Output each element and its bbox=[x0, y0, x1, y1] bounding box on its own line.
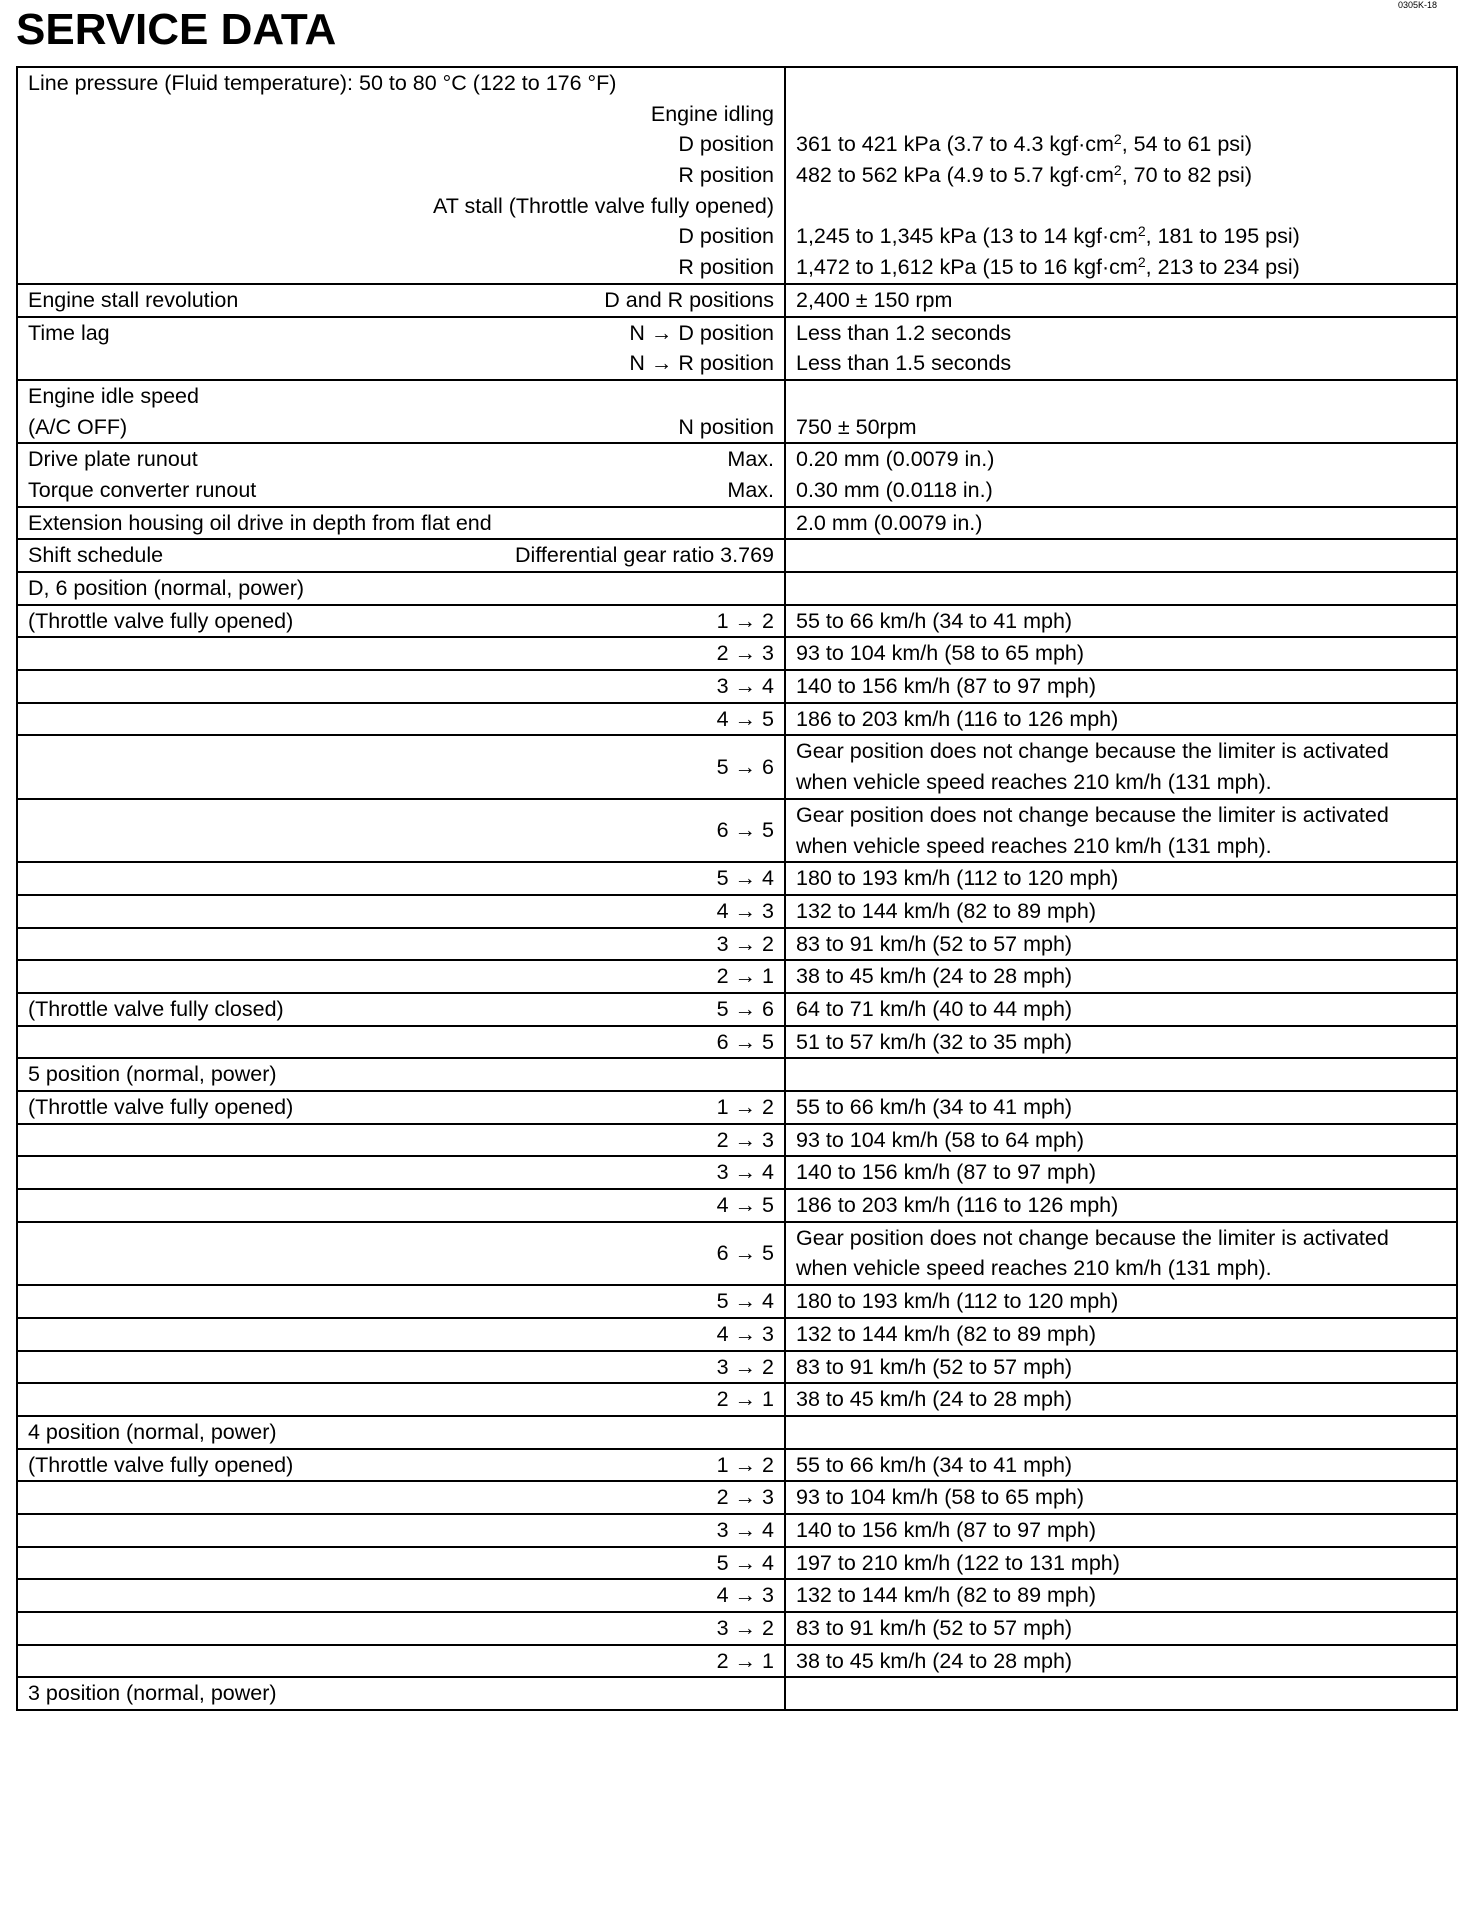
row-label: (Throttle valve fully opened) bbox=[28, 1452, 294, 1477]
shift-label: 4 → 3 bbox=[716, 1583, 774, 1608]
torque-converter-runout-label: Torque converter runout bbox=[28, 477, 257, 502]
table-row bbox=[17, 1612, 1457, 1645]
table-row-shift-schedule bbox=[17, 539, 1457, 572]
drive-plate-runout-label: Drive plate runout bbox=[28, 447, 198, 472]
limiter-note-line1: Gear position does not change because the limiter is activated bbox=[796, 1225, 1389, 1250]
idle-speed-sub: N position bbox=[678, 414, 774, 439]
shift-value: 132 to 144 km/h (82 to 89 mph) bbox=[796, 1321, 1096, 1346]
shift-label: 3 → 2 bbox=[716, 931, 774, 956]
table-row bbox=[17, 1481, 1457, 1514]
shift-value: 140 to 156 km/h (87 to 97 mph) bbox=[796, 674, 1096, 699]
p4-heading: 4 position (normal, power) bbox=[28, 1419, 277, 1444]
extension-housing-value: 2.0 mm (0.0079 in.) bbox=[796, 510, 983, 535]
limiter-note-line1: Gear position does not change because the limiter is activated bbox=[796, 802, 1389, 827]
section-heading-4 bbox=[17, 1416, 1457, 1449]
shift-label: 3 → 4 bbox=[716, 1517, 774, 1542]
limiter-note-line2: when vehicle speed reaches 210 km/h (131 mph). bbox=[796, 833, 1272, 858]
shift-label: 6 → 5 bbox=[716, 1029, 774, 1054]
differential-gear-ratio: Differential gear ratio 3.769 bbox=[515, 543, 774, 568]
shift-label: 4 → 5 bbox=[716, 706, 774, 731]
table-row bbox=[17, 1579, 1457, 1612]
table-row bbox=[17, 1547, 1457, 1580]
torque-converter-runout-value: 0.30 mm (0.0118 in.) bbox=[796, 477, 993, 502]
shift-label: 2 → 1 bbox=[716, 964, 774, 989]
table-row-runout bbox=[17, 443, 1457, 506]
shift-label: 2 → 3 bbox=[716, 641, 774, 666]
drive-plate-runout-max: Max. bbox=[727, 447, 774, 472]
shift-label: 2 → 3 bbox=[716, 1127, 774, 1152]
shift-value: 93 to 104 km/h (58 to 65 mph) bbox=[796, 641, 1085, 666]
idle-d-pressure-value: 361 to 421 kPa (3.7 to 4.3 $kgf\cdot cm^2$, 54 to 61 psi) bbox=[796, 131, 1252, 157]
shift-value: 38 to 45 km/h (24 to 28 mph) bbox=[796, 1387, 1073, 1412]
table-row bbox=[17, 703, 1457, 736]
shift-value: 55 to 66 km/h (34 to 41 mph) bbox=[796, 608, 1073, 633]
table-row bbox=[17, 895, 1457, 928]
table-row-line-pressure bbox=[17, 67, 1457, 284]
table-row bbox=[17, 1645, 1457, 1678]
time-lag-nr-value: Less than 1.5 seconds bbox=[796, 351, 1012, 376]
shift-value: 38 to 45 km/h (24 to 28 mph) bbox=[796, 964, 1073, 989]
at-stall-label: AT stall (Throttle valve fully opened) bbox=[433, 193, 774, 218]
table-row bbox=[17, 1449, 1457, 1482]
section-heading-d6 bbox=[17, 572, 1457, 605]
shift-label: 4 → 3 bbox=[716, 1321, 774, 1346]
limiter-note-line2: when vehicle speed reaches 210 km/h (131 mph). bbox=[796, 1256, 1272, 1281]
table-row bbox=[17, 735, 1457, 798]
idle-r-pressure-value: 482 to 562 kPa (4.9 to 5.7 $kgf\cdot cm^2$, 70 to 82 psi) bbox=[796, 162, 1252, 188]
shift-value: 197 to 210 km/h (122 to 131 mph) bbox=[796, 1550, 1120, 1575]
shift-value: 55 to 66 km/h (34 to 41 mph) bbox=[796, 1452, 1073, 1477]
section-heading-3 bbox=[17, 1677, 1457, 1710]
idle-r-position-label: R position bbox=[678, 163, 774, 188]
extension-housing-label: Extension housing oil drive in depth from flat end bbox=[28, 510, 492, 535]
shift-label: 5 → 4 bbox=[716, 1550, 774, 1575]
table-row-idle-speed bbox=[17, 380, 1457, 443]
shift-label: 3 → 4 bbox=[716, 1160, 774, 1185]
drive-plate-runout-value: 0.20 mm (0.0079 in.) bbox=[796, 447, 995, 472]
shift-value: 64 to 71 km/h (40 to 44 mph) bbox=[796, 996, 1073, 1021]
table-row bbox=[17, 1124, 1457, 1157]
shift-value: 83 to 91 km/h (52 to 57 mph) bbox=[796, 931, 1073, 956]
shift-label: 4 → 3 bbox=[716, 898, 774, 923]
shift-value: 51 to 57 km/h (32 to 35 mph) bbox=[796, 1029, 1073, 1054]
shift-label: 1 → 2 bbox=[716, 1095, 774, 1120]
page-title: SERVICE DATA bbox=[16, 5, 337, 54]
stall-d-position-label: D position bbox=[678, 224, 774, 249]
shift-label: 1 → 2 bbox=[716, 608, 774, 633]
table-row bbox=[17, 1026, 1457, 1059]
time-lag-nd-label: N → D position bbox=[629, 320, 774, 345]
shift-value: 132 to 144 km/h (82 to 89 mph) bbox=[796, 1583, 1096, 1608]
shift-value: 180 to 193 km/h (112 to 120 mph) bbox=[796, 866, 1119, 891]
shift-value: 83 to 91 km/h (52 to 57 mph) bbox=[796, 1354, 1073, 1379]
shift-value: 38 to 45 km/h (24 to 28 mph) bbox=[796, 1648, 1073, 1673]
table-row bbox=[17, 862, 1457, 895]
shift-label: 5 → 6 bbox=[716, 754, 774, 779]
section-heading-5 bbox=[17, 1058, 1457, 1091]
table-row bbox=[17, 1222, 1457, 1285]
time-lag-label: Time lag bbox=[28, 320, 110, 345]
table-row bbox=[17, 993, 1457, 1026]
table-row bbox=[17, 1091, 1457, 1124]
shift-value: 93 to 104 km/h (58 to 65 mph) bbox=[796, 1485, 1085, 1510]
time-lag-nd-value: Less than 1.2 seconds bbox=[796, 320, 1012, 345]
table-row bbox=[17, 1351, 1457, 1384]
table-row bbox=[17, 960, 1457, 993]
d6-heading: D, 6 position (normal, power) bbox=[28, 576, 305, 600]
idle-d-position-label: D position bbox=[678, 132, 774, 157]
shift-value: 83 to 91 km/h (52 to 57 mph) bbox=[796, 1616, 1073, 1641]
shift-value: 93 to 104 km/h (58 to 64 mph) bbox=[796, 1127, 1085, 1152]
row-label: (Throttle valve fully closed) bbox=[28, 996, 284, 1021]
table-row bbox=[17, 1156, 1457, 1189]
shift-label: 3 → 2 bbox=[716, 1616, 774, 1641]
shift-label: 3 → 2 bbox=[716, 1354, 774, 1379]
table-row bbox=[17, 605, 1457, 638]
stall-d-pressure-value: 1,245 to 1,345 kPa (13 to 14 $kgf\cdot cm^2$, 181 to 195 psi) bbox=[796, 223, 1300, 249]
stall-r-position-label: R position bbox=[678, 255, 774, 280]
idle-speed-value: 750 ± 50rpm bbox=[796, 414, 917, 439]
shift-value: 132 to 144 km/h (82 to 89 mph) bbox=[796, 898, 1096, 923]
shift-value: 140 to 156 km/h (87 to 97 mph) bbox=[796, 1160, 1096, 1185]
shift-label: 5 → 4 bbox=[716, 1289, 774, 1314]
shift-value: 140 to 156 km/h (87 to 97 mph) bbox=[796, 1517, 1096, 1542]
engine-idling-label: Engine idling bbox=[650, 101, 774, 126]
document-code: 0305K-18 bbox=[1397, 0, 1437, 10]
table-row bbox=[17, 1383, 1457, 1416]
stall-revolution-sub: D and R positions bbox=[604, 287, 774, 312]
table-row bbox=[17, 1318, 1457, 1351]
shift-label: 5 → 4 bbox=[716, 866, 774, 891]
shift-label: 6 → 5 bbox=[716, 1240, 774, 1265]
table-row bbox=[17, 1285, 1457, 1318]
shift-label: 2 → 1 bbox=[716, 1648, 774, 1673]
shift-value: 186 to 203 km/h (116 to 126 mph) bbox=[796, 706, 1119, 731]
shift-label: 6 → 5 bbox=[716, 818, 774, 843]
idle-speed-label: Engine idle speed bbox=[28, 383, 199, 408]
shift-value: 186 to 203 km/h (116 to 126 mph) bbox=[796, 1193, 1119, 1218]
table-row-extension-housing bbox=[17, 507, 1457, 540]
p5-heading: 5 position (normal, power) bbox=[28, 1062, 277, 1087]
table-row bbox=[17, 1189, 1457, 1222]
table-row bbox=[17, 928, 1457, 961]
shift-schedule-label: Shift schedule bbox=[28, 543, 164, 568]
limiter-note-line1: Gear position does not change because the limiter is activated bbox=[796, 739, 1389, 764]
time-lag-nr-label: N → R position bbox=[629, 351, 774, 376]
shift-value: 180 to 193 km/h (112 to 120 mph) bbox=[796, 1289, 1119, 1314]
torque-converter-runout-max: Max. bbox=[727, 477, 774, 502]
service-data-table bbox=[16, 66, 1458, 1711]
table-row bbox=[17, 1514, 1457, 1547]
table-row bbox=[17, 637, 1457, 670]
table-row-stall-revolution bbox=[17, 284, 1457, 317]
shift-value: 55 to 66 km/h (34 to 41 mph) bbox=[796, 1095, 1073, 1120]
shift-label: 4 → 5 bbox=[716, 1193, 774, 1218]
p3-heading: 3 position (normal, power) bbox=[28, 1681, 277, 1706]
shift-label: 1 → 2 bbox=[716, 1452, 774, 1477]
stall-revolution-label: Engine stall revolution bbox=[28, 287, 239, 312]
shift-label: 2 → 1 bbox=[716, 1387, 774, 1412]
shift-label: 2 → 3 bbox=[716, 1485, 774, 1510]
table-row bbox=[17, 799, 1457, 862]
line-pressure-label: Line pressure (Fluid temperature): 50 to 80 °C (122 to 176 °F) bbox=[28, 71, 617, 95]
row-label: (Throttle valve fully opened) bbox=[28, 608, 294, 633]
shift-label: 3 → 4 bbox=[716, 674, 774, 699]
limiter-note-line2: when vehicle speed reaches 210 km/h (131 mph). bbox=[796, 770, 1272, 795]
table-row-time-lag bbox=[17, 317, 1457, 380]
shift-label: 5 → 6 bbox=[716, 996, 774, 1021]
row-label: (Throttle valve fully opened) bbox=[28, 1095, 294, 1120]
idle-speed-ac-label: (A/C OFF) bbox=[28, 414, 128, 439]
stall-revolution-value: 2,400 ± 150 rpm bbox=[796, 287, 953, 312]
table-row bbox=[17, 670, 1457, 703]
stall-r-pressure-value: 1,472 to 1,612 kPa (15 to 16 $kgf\cdot cm^2$, 213 to 234 psi) bbox=[796, 254, 1300, 280]
